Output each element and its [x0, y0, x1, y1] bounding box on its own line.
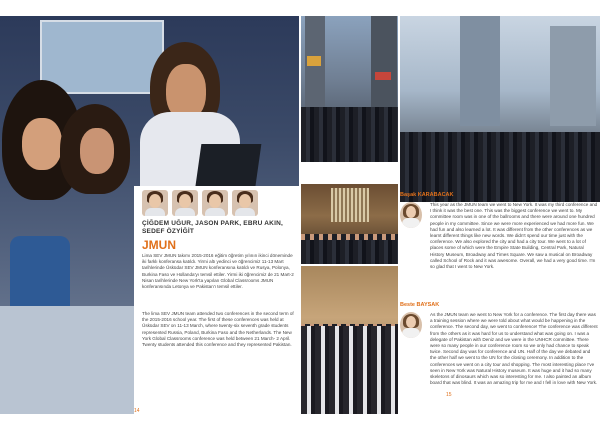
paragraph-english: The lima SEV JMUN team attended two conferences in the second term of the 2015-2016 school year. The first of these conferences was held at Üsküdar SEV on 11-13 March, where twenty-six seventh grade students represented Russia, Poland, Burkina Faso and the Netherlands. The New York Global Classrooms conference was held between 21 March- 2 April. Twenty students attended this conference and they represented Pakistan.: [142, 311, 294, 348]
student-text: This year as the JMUN team we went to New York. It was my third conference and I think it was the best one. This was the biggest conference we went to. My committee room was in one of the ballrooms and there were around one hundred people in my committee. Since we were more experienced we had more fun. We had fun and also learned a lot. It was different from the other conferences as we learnt different things like new words. We didn't spend our time just with the conference. We also explored the city and had a city tour. We went to a lot of places some of which were the Empire State Building, Central Park, Natural History Museum, Broadway and Times Square. We saw a musical on Broadway called School of Rock and it was awesome. Overall, we had a very good time. I'm so glad that I went to New York.: [430, 202, 598, 270]
page-number-right: 15: [446, 392, 452, 398]
student-text: As the JMUN team we went to New York for a conference. The first day there was a training session where we were told about what would be happening in the conference. The second day, we went to conference! The conference was different from the others as it was hard for us to understand what was going on. I was a delegate of Pakistan with Deniz and we were in the UNHCR committee. There were so many people in our conference room so we only had chance to speak twice. Second day was for conference and UN. Half of the day we debated and the other half we went to the UN for the closing ceremony. In addition to the conferences we went on a city tour and shopping. The most interesting place I've seen in New York was Natural History museum. It was huge and it had so many skeletons of dinosaurs which was so interesting for me. I also painted an album board that was blind. It was an amazing trip for me and I fell in love with New York.: [430, 312, 598, 386]
left-page: [0, 16, 299, 414]
article-title: JMUN: [142, 238, 177, 252]
whiteboard: [40, 20, 164, 94]
laptop: [195, 144, 262, 192]
right-page: [301, 16, 600, 414]
student-name: Beste BAYSAK: [400, 302, 440, 308]
teacher-avatar: [142, 190, 168, 216]
page-number-left: 14: [134, 408, 140, 414]
times-square-photo: [301, 16, 398, 162]
teacher-avatar: [202, 190, 228, 216]
student-avatar: [400, 312, 422, 338]
student-face: [80, 128, 114, 174]
teacher-avatar: [232, 190, 258, 216]
teacher-photos: [142, 190, 258, 216]
group-room-photo: [301, 266, 398, 414]
paragraph-turkish: Lima SEV JMUN takımı 2015-2016 eğitim öğretim yılının ikinci döneminde iki farklı konferansa katıldı. Yirmi altı yedinci ve öğrencimiz 11-13 Mart tarihlerinde Üsküdar SEV JMUN konferansına katıldı ve Rusya, Polonya, Burkina Faso ve Hollanda'yı temsil ettiler. Yirmi iki öğrencimiz de 21 Mart-2 Nisan tarihlerinde New York'ta yapılan Global Classrooms JMUN konferansında Letonya ve Pakistan'ı temsil ettiler.: [142, 253, 294, 290]
student-face: [22, 118, 62, 170]
article-card: [134, 186, 299, 414]
united-nations-photo: [400, 16, 600, 202]
teacher-avatar: [172, 190, 198, 216]
author-names: ÇİĞDEM UĞUR, JASON PARK, EBRU AKIN, SEDEF ÖZYİĞİT: [142, 220, 283, 235]
assembly-hall-photo: [301, 184, 398, 264]
student-name: Başak KARABACAK: [400, 192, 454, 198]
student-avatar: [400, 202, 422, 228]
student-reflections: [400, 188, 600, 414]
